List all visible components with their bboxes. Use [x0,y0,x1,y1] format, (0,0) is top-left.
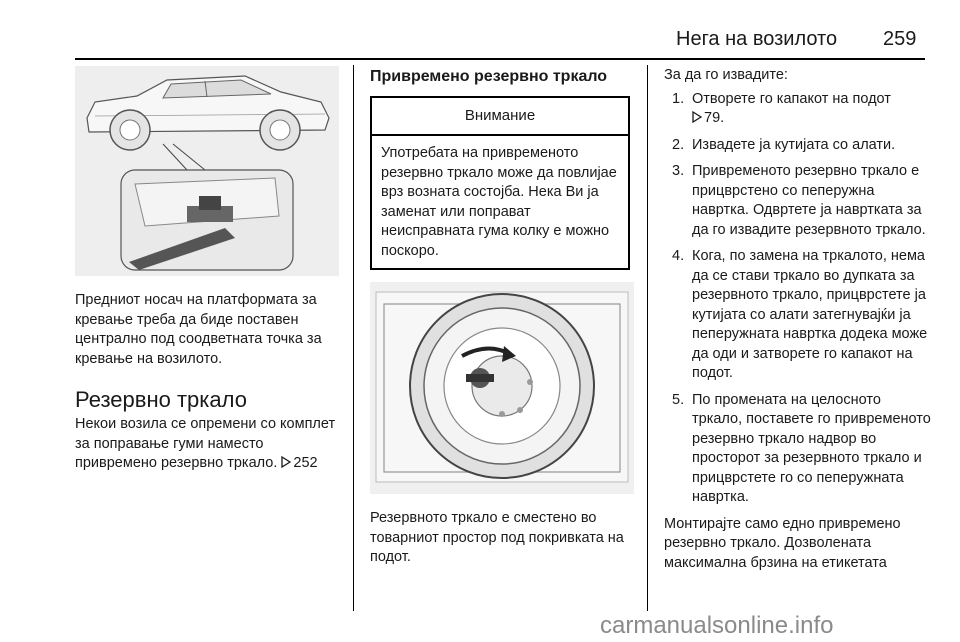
closing-text: Монтирајте само едно привремено резервно тркало. Дозволената максимална брзина на етикетата [664,515,901,571]
warning-title: Внимание [372,98,628,136]
warning-text: Употребата на привременото резервно тркало може да повлијае врз возната состојба. Нека Ви ја заменат или поправат неисправната гума колку е можно поскоро. [381,145,617,259]
spare-wheel-caption: Резервното тркало е сместено во товарниот простор под покривката на подот. [370,510,624,565]
page-reference-icon [692,110,702,122]
car-lift-point-figure [75,66,339,276]
spare-wheel-intro [75,415,345,474]
step-item: 1. Отворете го капакот на подот 79. [672,90,891,126]
page-reference-link[interactable]: 252 [293,455,318,471]
column-divider-1 [353,65,354,611]
page-number: 259 [883,28,917,50]
step-item: 3. Привременото резервно тркало е прицврстено со пеперужна навртка. Одвртете ја навртката за да го извадите резервното тркало. [672,163,926,238]
spare-wheel-figure [370,282,634,494]
page-reference-icon [281,455,291,467]
middle-column [370,66,634,568]
header-rule [75,58,925,60]
warning-box [370,96,630,270]
step-item: 5. По промената на целосното тркало, поставете го привременото резервно тркало надвор во просторот за резервното тркало и прицврстете го со пеперужната навртка. [672,391,931,505]
right-column [664,66,934,573]
section-title: Резервно тркало [75,387,247,412]
temporary-spare-heading: Привремено резервно тркало [370,68,608,85]
page-header-title: Нега на возилото [676,28,838,50]
step-item: 4. Кога, по замена на тркалото, нема да се стави тркало во дупката за резервното тркало, прицврстете ја кутијата со алати затегнувајќи ја пеперужната навртка додека може да оди и затворете го капакот на подот. [672,248,928,381]
spare-wheel-intro-text: Некои возила се опремени со комплет за поправање гуми наместо привремено резервно тркало. [75,416,336,471]
left-column [75,66,345,474]
removal-lead: За да го извадите: [664,67,788,83]
watermark-text: carmanualsonline.info [600,612,834,639]
page-reference-link[interactable]: 79. [704,110,725,126]
removal-steps [664,90,934,508]
step-item: 2. Извадете ја кутијата со алати. [672,136,896,153]
lift-caption: Предниот носач на платформата за кревање треба да биде поставен централно под соодветната точка за кревање на возилото. [75,292,322,367]
column-divider-2 [647,65,648,611]
